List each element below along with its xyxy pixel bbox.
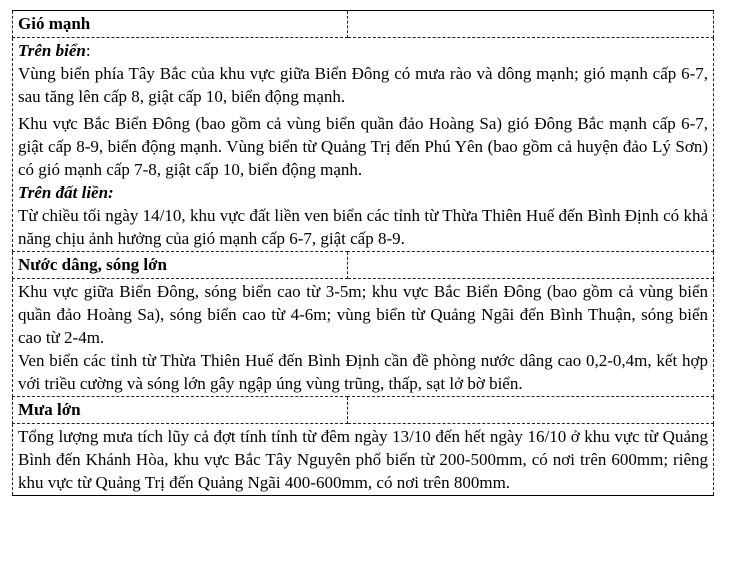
- section-heading: Gió mạnh: [18, 14, 91, 33]
- empty-cell: [348, 397, 714, 424]
- sea-colon: :: [85, 41, 91, 60]
- section-body-gio-manh: [13, 38, 714, 252]
- bulletin-table: [12, 10, 714, 496]
- empty-cell: [348, 252, 714, 279]
- section-header-mua-lon: [13, 397, 714, 424]
- sea-label: Trên biển: [18, 41, 86, 60]
- paragraph: Khu vực Bắc Biển Đông (bao gồm cả vùng biển quần đảo Hoàng Sa) gió Đông Bắc mạnh cấp 6-7, giật cấp 8-9, biển động mạnh. Vùng biển từ Quảng Trị đến Phú Yên (bao gồm cả huyện đảo Lý Sơn) có gió mạnh cấp 7-8, giật cấp 10, biển động mạnh.: [18, 114, 708, 179]
- section-heading-cell: [13, 252, 348, 279]
- land-subheading: [18, 181, 708, 204]
- sea-subheading: [18, 39, 708, 62]
- section-heading: Nước dâng, sóng lớn: [18, 255, 168, 274]
- section-heading-cell: [13, 11, 348, 38]
- land-label: Trên đất liền:: [18, 183, 114, 202]
- section-heading-cell: [13, 397, 348, 424]
- paragraph: Vùng biển phía Tây Bắc của khu vực giữa Biển Đông có mưa rào và dông mạnh; gió mạnh cấp 6-7, sau tăng lên cấp 8, giật cấp 10, biển động mạnh.: [18, 64, 708, 106]
- section-body-mua-lon: [13, 424, 714, 496]
- section-header-nuoc-dang: [13, 252, 714, 279]
- section-heading: Mưa lớn: [18, 400, 81, 419]
- section-body-nuoc-dang: [13, 279, 714, 397]
- paragraph: Khu vực giữa Biển Đông, sóng biển cao từ 3-5m; khu vực Bắc Biển Đông (bao gồm cả vùng biển quần đảo Hoàng Sa), sóng biển cao từ 4-6m; vùng biển từ Quảng Ngãi đến Bình Thuận, sóng biển cao từ 2-4m.: [18, 282, 708, 347]
- section-body-cell: [13, 38, 714, 252]
- section-body-cell: [13, 279, 714, 397]
- paragraph: Từ chiều tối ngày 14/10, khu vực đất liền ven biển các tỉnh từ Thừa Thiên Huế đến Bình Định có khả năng chịu ảnh hưởng của gió mạnh cấp 6-7, giật cấp 8-9.: [18, 206, 708, 248]
- paragraph: Tổng lượng mưa tích lũy cả đợt tính tính từ đêm ngày 13/10 đến hết ngày 16/10 ở khu vực từ Quảng Bình đến Khánh Hòa, khu vực Bắc Tây Nguyên phổ biến từ 200-500mm, có nơi trên 600mm; riêng khu vực từ Quảng Trị đến Quảng Ngãi 400-600mm, có nơi trên 800mm.: [18, 427, 708, 492]
- empty-cell: [348, 11, 714, 38]
- paragraph: Ven biển các tỉnh từ Thừa Thiên Huế đến Bình Định cần đề phòng nước dâng cao 0,2-0,4m, kết hợp với triều cường và sóng lớn gây ngập úng vùng trũng, thấp, sạt lở bờ biển.: [18, 351, 708, 393]
- weather-bulletin-table: [12, 10, 714, 496]
- section-body-cell: [13, 424, 714, 496]
- section-header-gio-manh: [13, 11, 714, 38]
